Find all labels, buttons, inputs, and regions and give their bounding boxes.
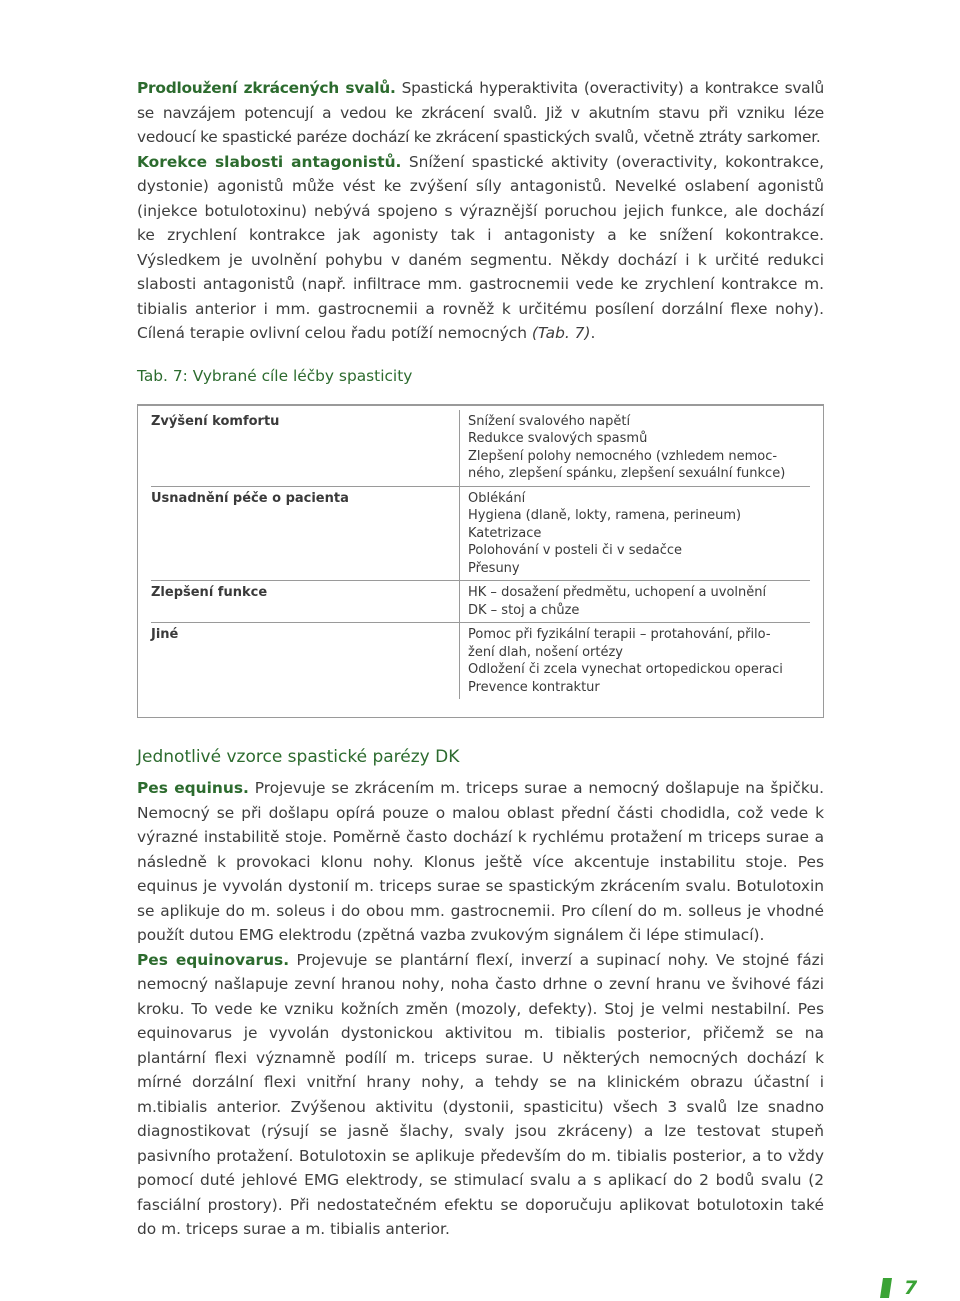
goal-cell: Usnadnění péče o pacienta	[151, 490, 349, 506]
items-cell	[459, 623, 810, 699]
list-item: Hygiena (dlaně, lokty, ramena, perineum)	[468, 508, 742, 523]
paragraph-pes-equinovarus	[137, 948, 824, 1242]
items-cell	[459, 581, 810, 622]
paragraph-lead: Pes equinovarus.	[137, 950, 290, 969]
list-item: Snížení svalového napětí	[468, 413, 631, 429]
table-row	[151, 487, 810, 582]
paragraph-text: Spastická hyperaktivita (overactivity) a kontrakce svalů se navzájem potencují a vedou ke zkrácení svalů. Již v akutním stavu při vzniku léze vedoucí ke spastické paréze dochází ke zkrácení spastických svalů, včetně ztráty sarkomer.	[137, 79, 825, 146]
paragraph-text: Projevuje se plantární flexí, inverzí a supinací nohy. Ve stojné fázi nemocný našlapuje zevní hranou nohy, noha často drhne o zevní hranu ve švihové fázi kroku. To vede ke vzniku kožních změn (mozoly, defekty). Stoj je velmi nestabilní. Pes equinovarus je vyvolán dystonickou aktivitou m. tibialis posterior, přičemž se na plantární flexi významně podílí m. triceps surae. U některých nemocných dochází k mírné dorzální flexi vnitřní hrany nohy, a tehdy se na klinickém obrazu účastní i m.tibialis anterior. Zvýšenou aktivitu (dystonii, spasticitu) všech 3 svalů lze snadno diagnostikovat (rýsují se jasně šlachy, svaly jsou zkráceny) a lze testovat stupeň pasivního protažení. Botulotoxin se aplikuje především do m. tibialis posterior, a to vždy pomocí duté jehlové EMG elektrody, se stimulací svalu a s aplikací do 2 bodů svalu (2 fasciální prostory). Při nedostatečném efektu se doporučuju aplikovat botulotoxin také do m. triceps surae a m. tibialis anterior.	[137, 950, 824, 1238]
table-caption: Tab. 7: Vybrané cíle léčby spasticity	[137, 366, 413, 385]
items-cell	[459, 487, 810, 581]
list-item: ného, zlepšení spánku, zlepšení sexuální funkce)	[468, 466, 786, 481]
paragraph-shortening	[137, 76, 824, 150]
list-item: Katetrizace	[468, 525, 542, 541]
goal-cell: Zlepšení funkce	[151, 585, 268, 600]
paragraph-lead: Korekce slabosti antagonistů.	[137, 152, 402, 171]
list-item: Přesuny	[468, 560, 520, 576]
section-heading: Jednotlivé vzorce spastické parézy DK	[137, 747, 460, 767]
list-item: HK – dosažení předmětu, uchopení a uvolnění	[468, 585, 767, 600]
page-content	[137, 76, 824, 1242]
paragraph-lead: Prodloužení zkrácených svalů.	[137, 79, 396, 97]
list-item: Prevence kontraktur	[468, 679, 600, 695]
paragraph-text: Projevuje se zkrácením m. triceps surae a nemocný došlapuje na špičku. Nemocný se při došlapu opírá pouze o malou oblast přední části chodidla, což vede k výrazné instabilitě stoje. Poměrně často dochází k rychlému protažení m triceps surae a následně k provokaci klonu nohy. Klonus ještě více akcentuje instabilitu stoje. Pes equinus je vyvolán dystonií m. triceps surae se spastickým zkrácením svalu. Botulotoxin se aplikuje do m. soleus i do obou mm. gastrocnemii. Pro cílení do m. solleus je vhodné použít dutou EMG elektrodu (zpětná vazba zvukovým signálem či lépe stimulací).	[137, 779, 824, 944]
paragraph-pes-equinus	[137, 776, 824, 948]
table-row	[151, 623, 810, 699]
list-item: Polohování v posteli či v sedačce	[468, 543, 682, 558]
list-item: Odložení či zcela vynechat ortopedickou operaci	[468, 662, 783, 677]
goal-cell: Jiné	[151, 627, 179, 642]
goal-cell: Zvýšení komfortu	[151, 413, 280, 429]
paragraph-lead: Pes equinus.	[137, 779, 249, 797]
page-marker-icon	[880, 1276, 924, 1300]
page-number: 7	[904, 1277, 918, 1299]
list-item: DK – stoj a chůze	[468, 602, 580, 618]
table-row	[151, 581, 810, 623]
paragraph-end: .	[590, 324, 596, 342]
items-cell	[459, 410, 810, 486]
table-row	[151, 410, 810, 487]
paragraph-text: Snížení spastické aktivity (overactivity, kokontrakce, dystonie) agonistů může vést ke zvýšení síly antagonistů. Nevelké oslabení agonistů (injekce botulotoxinu) nebývá spojeno s výraznější poruchou jejich funkce, ale dochází ke zrychlení kontrakce jak agonisty tak i antagonisty a ke snížení kokontrakce. Výsledkem je uvolnění pohybu v daném segmentu. Někdy dochází i k určité redukci slabosti antagonistů (např. infiltrace mm. gastrocnemii vede ke zrychlení kontrakce m. tibialis anterior i mm. gastrocnemii a rovněž k určitému posílení dorzální flexe nohy). Cílená terapie ovlivní celou řadu potíží nemocných	[137, 152, 824, 342]
goals-table	[137, 404, 824, 719]
list-item: Redukce svalových spasmů	[468, 431, 648, 446]
list-item: Oblékání	[468, 490, 526, 506]
list-item: Zlepšení polohy nemocného (vzhledem nemoc-	[468, 448, 778, 464]
list-item: Pomoc při fyzikální terapii – protahování, přilo-	[468, 627, 771, 642]
list-item: žení dlah, nošení ortézy	[468, 644, 623, 660]
table-reference: (Tab. 7)	[531, 324, 591, 342]
paragraph-antagonists	[137, 150, 824, 346]
